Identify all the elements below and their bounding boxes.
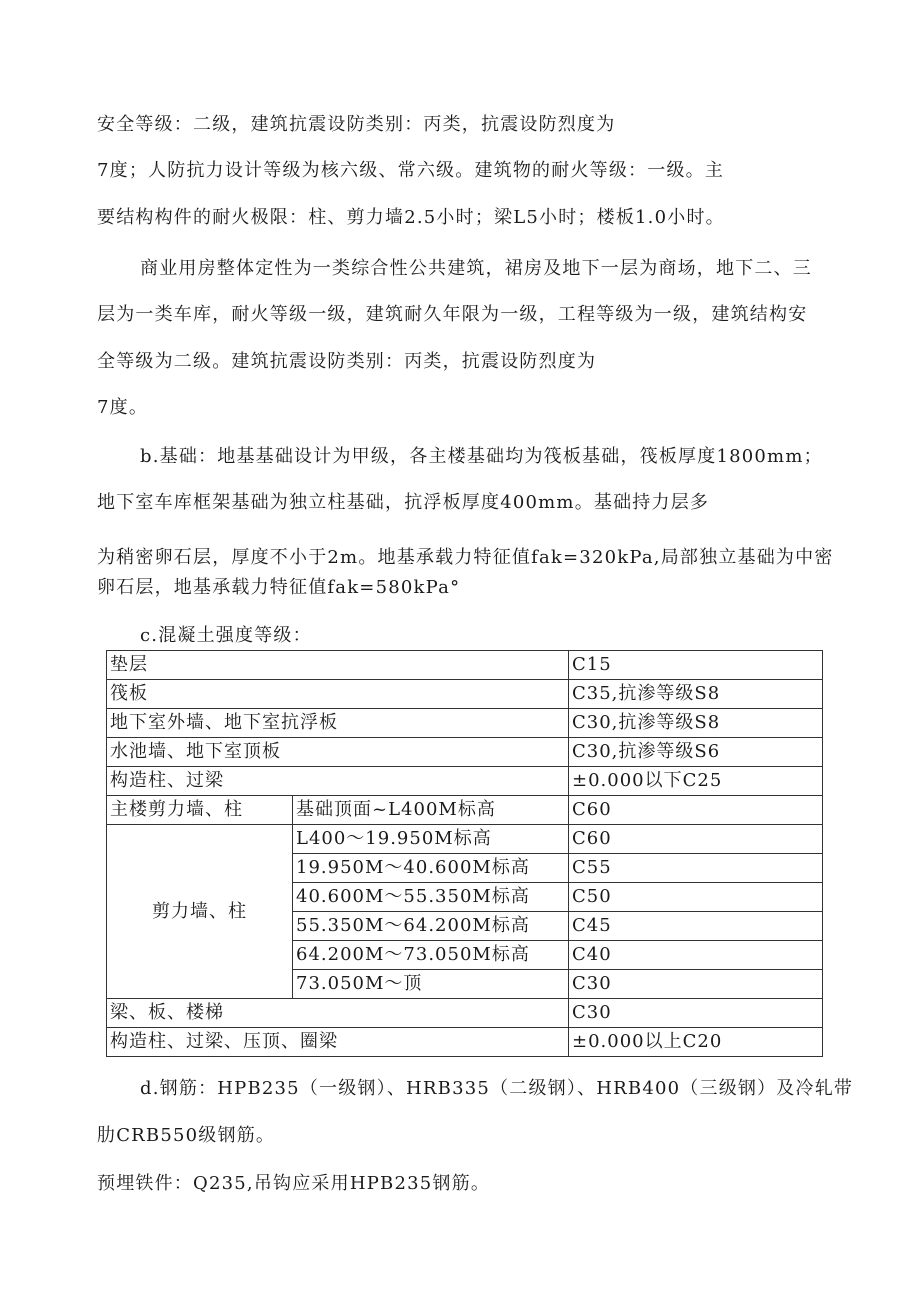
- table-row: [107, 651, 823, 680]
- para-line-8: b.基础：地基基础设计为甲级，各主楼基础均为筏板基础，筏板厚度1800mm；: [140, 446, 823, 467]
- range-cell: 73.050M～顶: [293, 970, 569, 999]
- table-row: [107, 680, 823, 709]
- table-row: [107, 796, 823, 825]
- table-row: [107, 999, 823, 1028]
- table-caption: c.混凝土强度等级：: [140, 625, 312, 646]
- part-cell: 主楼剪力墙、柱: [107, 796, 293, 825]
- grade-cell: C60: [569, 796, 823, 825]
- part-cell: 筏板: [107, 680, 569, 709]
- grade-cell: ±0.000以下C25: [569, 767, 823, 796]
- table-row: [107, 825, 823, 854]
- grade-cell: ±0.000以上C20: [569, 1028, 823, 1057]
- para-line-15: 预埋铁件：Q235,吊钩应采用HPB235钢筋。: [97, 1173, 491, 1194]
- range-cell: 40.600M～55.350M标高: [293, 883, 569, 912]
- para-line-5: 层为一类车库，耐火等级一级，建筑耐久年限为一级，工程等级为一级，建筑结构安: [97, 304, 808, 325]
- para-line-3: 要结构构件的耐火极限：柱、剪力墙2.5小时；梁L5小时；楼板1.0小时。: [97, 207, 725, 228]
- grade-cell: C60: [569, 825, 823, 854]
- para-line-11: 卵石层，地基承载力特征值fak=580kPa°: [97, 577, 461, 598]
- grade-cell: C55: [569, 854, 823, 883]
- grade-cell: C30,抗渗等级S6: [569, 738, 823, 767]
- part-cell-merged: 剪力墙、柱: [107, 825, 293, 999]
- para-line-13: d.钢筋：HPB235（一级钢）、HRB335（二级钢）、HRB400（三级钢）及冷轧带: [140, 1078, 854, 1099]
- para-line-4: 商业用房整体定性为一类综合性公共建筑，裙房及地下一层为商场，地下二、三: [140, 258, 812, 279]
- table-row: [107, 1028, 823, 1057]
- range-cell: 55.350M～64.200M标高: [293, 912, 569, 941]
- part-cell: 梁、板、楼梯: [107, 999, 569, 1028]
- grade-cell: C30: [569, 970, 823, 999]
- grade-cell: C50: [569, 883, 823, 912]
- grade-cell: C45: [569, 912, 823, 941]
- para-line-6: 全等级为二级。建筑抗震设防类别：丙类，抗震设防烈度为: [97, 351, 597, 372]
- part-cell: 构造柱、过梁、压顶、圈梁: [107, 1028, 569, 1057]
- part-cell: 构造柱、过梁: [107, 767, 569, 796]
- para-line-1: 安全等级：二级，建筑抗震设防类别：丙类，抗震设防烈度为: [97, 114, 616, 135]
- grade-cell: C30,抗渗等级S8: [569, 709, 823, 738]
- para-line-10: 为稍密卵石层，厚度不小于2m。地基承载力特征值fak=320kPa,局部独立基础为中密: [97, 547, 834, 568]
- range-cell: 64.200M～73.050M标高: [293, 941, 569, 970]
- part-cell: 垫层: [107, 651, 569, 680]
- para-line-7: 7度。: [97, 397, 149, 418]
- table-row: [107, 709, 823, 738]
- part-cell: 地下室外墙、地下室抗浮板: [107, 709, 569, 738]
- table-row: [107, 738, 823, 767]
- range-cell: 19.950M～40.600M标高: [293, 854, 569, 883]
- range-cell: L400～19.950M标高: [293, 825, 569, 854]
- grade-cell: C15: [569, 651, 823, 680]
- para-line-14: 肋CRB550级钢筋。: [97, 1125, 276, 1146]
- grade-cell: C30: [569, 999, 823, 1028]
- part-cell: 水池墙、地下室顶板: [107, 738, 569, 767]
- grade-cell: C40: [569, 941, 823, 970]
- para-line-9: 地下室车库框架基础为独立柱基础，抗浮板厚度400mm。基础持力层多: [97, 492, 710, 513]
- concrete-grade-table: [106, 650, 823, 1057]
- range-cell: 基础顶面~L400M标高: [293, 796, 569, 825]
- grade-cell: C35,抗渗等级S8: [569, 680, 823, 709]
- para-line-2: 7度；人防抗力设计等级为核六级、常六级。建筑物的耐火等级：一级。主: [97, 160, 725, 181]
- table-row: [107, 767, 823, 796]
